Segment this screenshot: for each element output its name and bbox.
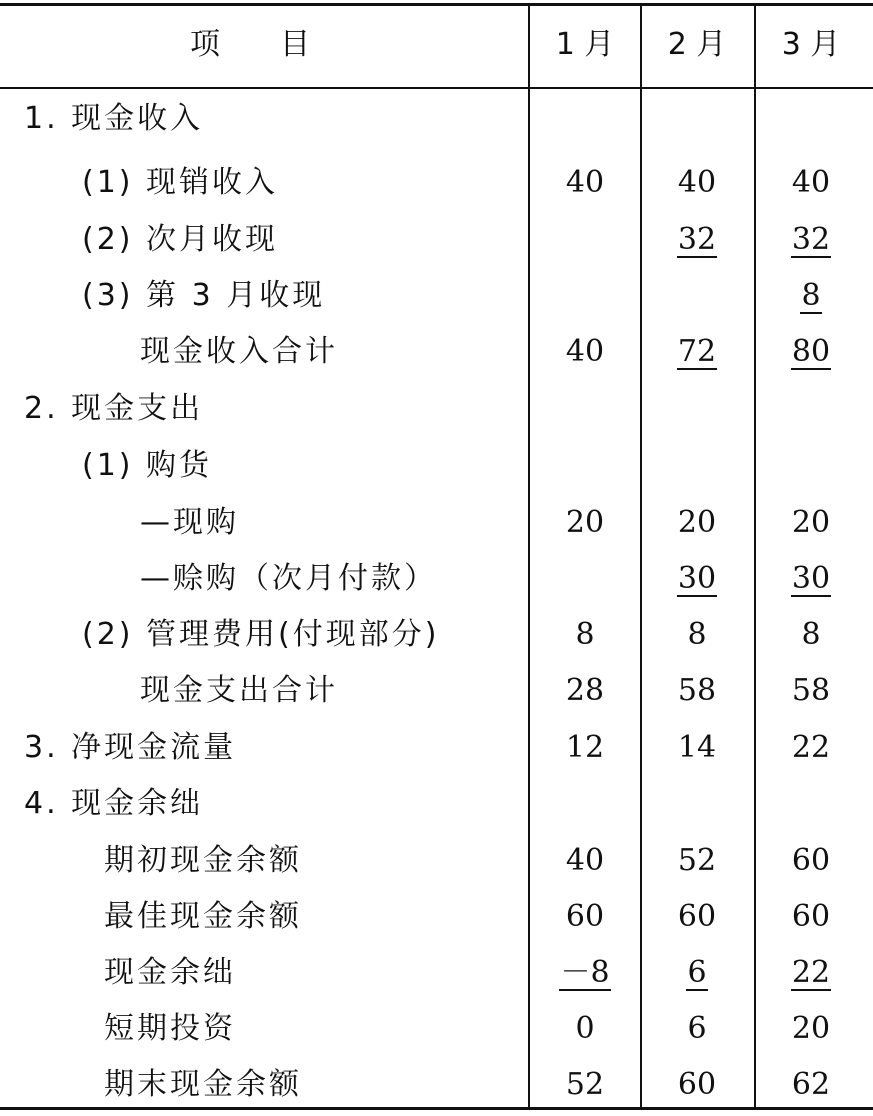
row-label: (2) 管理费用(付现部分)	[82, 617, 440, 652]
month-3-value: 80	[791, 334, 831, 369]
month-2-value: 8	[687, 617, 707, 652]
row-label: 1. 现金收入	[24, 101, 204, 136]
month-2-value: 6	[687, 1011, 707, 1046]
month-3-value: 22	[791, 730, 831, 765]
month-2-value: 60	[677, 899, 717, 934]
month-2-value: 72	[677, 334, 717, 369]
month-2-value: 58	[677, 673, 717, 708]
month-3-value: 20	[791, 1011, 831, 1046]
row-label: 现金支出合计	[140, 673, 338, 708]
month-3-value: 30	[791, 561, 831, 596]
month-1-value: 0	[575, 1011, 595, 1046]
row-label: 4. 现金余绌	[24, 786, 204, 821]
month-2-value: 52	[677, 843, 717, 878]
month-2-value: 40	[677, 165, 717, 200]
table-top-rule	[0, 3, 873, 6]
row-label: (1) 现销收入	[82, 165, 279, 200]
month-1-value: 40	[565, 334, 605, 369]
header-month-2: 2 月	[667, 27, 727, 62]
row-label: 期末现金余额	[104, 1067, 302, 1102]
row-label: (3) 第 3 月收现	[82, 278, 326, 313]
month-2-value: 30	[677, 561, 717, 596]
month-3-value: 60	[791, 899, 831, 934]
month-3-value: 58	[791, 673, 831, 708]
row-label: —现购	[140, 505, 239, 540]
month-1-value: 20	[565, 505, 605, 540]
row-label: 短期投资	[104, 1011, 236, 1046]
month-3-value: 8	[801, 278, 821, 313]
month-1-value: 40	[565, 165, 605, 200]
month-1-value: 12	[565, 730, 605, 765]
month-2-value: 20	[677, 505, 717, 540]
row-label: 期初现金余额	[104, 843, 302, 878]
month-1-value: 8	[575, 617, 595, 652]
month-3-value: 62	[791, 1067, 831, 1102]
row-label: 2. 现金支出	[24, 391, 204, 426]
month-1-value: 40	[565, 843, 605, 878]
month-3-value: 32	[791, 222, 831, 257]
month-2-value: 32	[677, 222, 717, 257]
row-label: (2) 次月收现	[82, 222, 279, 257]
month-1-value: 60	[565, 899, 605, 934]
row-label: 现金余绌	[104, 955, 236, 990]
row-label: 最佳现金余额	[104, 899, 302, 934]
month-2-value: 6	[687, 955, 707, 990]
month-3-value: 60	[791, 843, 831, 878]
row-label: 3. 净现金流量	[24, 730, 237, 765]
row-label: —赊购（次月付款）	[140, 561, 437, 596]
month-2-value: 14	[677, 730, 717, 765]
month-2-value: 60	[677, 1067, 717, 1102]
month-3-value: 40	[791, 165, 831, 200]
month-3-value: 8	[801, 617, 821, 652]
month-3-value: 22	[791, 955, 831, 990]
header-bottom-rule	[0, 87, 873, 89]
month-3-value: 20	[791, 505, 831, 540]
header-item: 项 目	[190, 27, 310, 62]
header-month-1: 1 月	[555, 27, 615, 62]
row-label: (1) 购货	[82, 448, 213, 483]
row-label: 现金收入合计	[140, 334, 338, 369]
month-1-value: －8	[560, 955, 610, 990]
month-1-value: 28	[565, 673, 605, 708]
header-month-3: 3 月	[781, 27, 841, 62]
month-1-value: 52	[565, 1067, 605, 1102]
